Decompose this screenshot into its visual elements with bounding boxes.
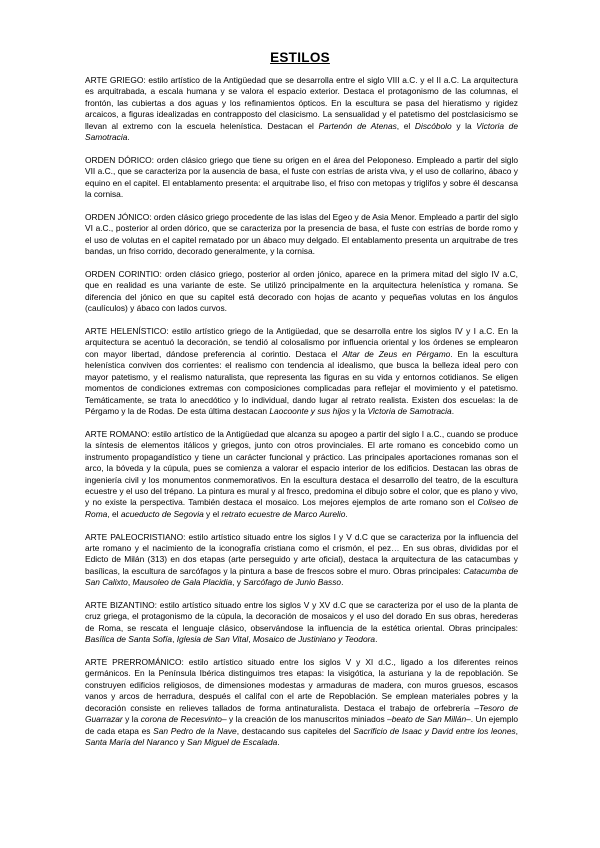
italic-text: Victoria de Samotracia bbox=[85, 120, 518, 143]
paragraph-text: . bbox=[127, 132, 130, 143]
paragraph-text: , bbox=[248, 634, 253, 645]
italic-text: Partenón de Atenas bbox=[318, 120, 397, 131]
paragraph-text: , el bbox=[107, 508, 121, 519]
page-title: ESTILOS bbox=[270, 50, 330, 65]
section-paragraph bbox=[85, 269, 518, 315]
section-paragraph bbox=[85, 326, 518, 418]
italic-text: Mausoleo de Gala Placidia bbox=[132, 577, 233, 588]
italic-text: Discóbolo bbox=[414, 120, 452, 131]
paragraph-text: y el bbox=[203, 508, 222, 519]
italic-text: Catacumba de San Calixto bbox=[85, 565, 518, 588]
paragraph-text: – y la creación de los manuscritos miniados – bbox=[221, 714, 392, 725]
italic-text: acueducto de Segovia bbox=[120, 508, 204, 519]
italic-text: Coliseo de Roma bbox=[85, 497, 518, 519]
paragraph-text: , bbox=[515, 725, 518, 736]
paragraph-text: –. Un ejemplo de cada etapa es bbox=[85, 714, 519, 736]
section-paragraph bbox=[85, 212, 518, 258]
paragraph-text: ARTE HELENÍSTICO: estilo artístico griego de la Antigüedad, que se desarrolla entre los siglos IV y I a.C. En la arquitectura se acentuó la decoración, se tendió al colosalismo por influencia oriental y los órdenes se emplearon con mayor libertad, dándose preferencia al corintio. Destaca el bbox=[85, 325, 518, 359]
paragraph-text: ARTE PRERROMÁNICO: estilo artístico situado entre los siglos V y XI d.C., ligado a los diferentes reinos germánicos. En la Península Ibérica distinguimos tres etapas: la visigótica, la asturiana y la de repoblación. Se construyen edificios religiosos, de dimensiones modestas y armaduras de madera, con muros gruesos, escasos vanos y arcos de herradura, después el califal con el arte de Repoblación. Se emplean materiales pobres y la decoración consiste en relieves tallados de forma antinaturalista. Destaca el trabajo de orfebrería – bbox=[85, 656, 518, 713]
paragraph-text: ORDEN JÓNICO: orden clásico griego procedente de las islas del Egeo y de Asia Menor. Empleado a partir del siglo VI a.C., posterior al orden dórico, que se caracteriza por la presencia de basa, el fuste con estrías de borde romo y el uso de volutas en el capitel rematado por un ábaco muy delgado. El entablamento presenta un arquitrabe de tres bandas, un friso corrido, decorado generalmente, y la cornisa. bbox=[85, 211, 518, 257]
italic-text: Sacrificio de Isaac y David entre los leones bbox=[353, 725, 516, 736]
italic-text: Altar de Zeus en Pérgamo bbox=[342, 348, 451, 359]
paragraph-text: ARTE GRIEGO: estilo artístico de la Antigüedad que se desarrolla entre el siglo VIII a.C. y el II a.C. La arquitectura es arquitrabada, a escala humana y se valora el espacio exterior. Destaca el protagonismo de las columnas, el frontón, las cubiertas a dos aguas y los refinamientos ópticos. En la escultura se pasa del hieratismo y rigidez arcaicos, a figuras idealizadas en contrapposto del clasicismo. La sensualidad y el patetismo del postclasicismo se llevan al extremo con la escuela helenística. Destacan el bbox=[85, 75, 518, 131]
italic-text: Laocoonte y sus hijos bbox=[269, 406, 350, 417]
section-paragraph bbox=[85, 75, 518, 144]
italic-text: Victoria de Samotracia bbox=[367, 406, 452, 417]
italic-text: Santa María del Naranco bbox=[85, 737, 179, 748]
section-paragraph bbox=[85, 657, 518, 749]
italic-text: San Miguel de Escalada bbox=[186, 737, 278, 748]
section-paragraph bbox=[85, 155, 518, 201]
italic-text: Tesoro de Guarrazar bbox=[85, 702, 518, 725]
section-paragraph bbox=[85, 600, 518, 646]
italic-text: corona de Recesvinto bbox=[140, 714, 222, 725]
paragraph-text: ORDEN CORINTIO: orden clásico griego, posterior al orden jónico, aparece en la primera mitad del siglo IV a.C, que en realidad es una variante de este. Se utilizó principalmente en la arquitectura helenística y romana. Se diferencia del jónico en que su capitel está decorado con hojas de acanto y pequeñas volutas en los ángulos (caulículos) y ábaco con lados curvos. bbox=[85, 268, 518, 314]
paragraph-text: ORDEN DÓRICO: orden clásico griego que tiene su origen en el área del Peloponeso. Empleado a partir del siglo VII a.C., que se caracteriza por la ausencia de basa, el fuste con estrías de arista viva, y el uso de collarino, ábaco y equino en el capitel. El entablamento presenta: el arquitrabe liso, el friso con metopas y triglifos y sobre él descansa la cornisa. bbox=[85, 154, 518, 200]
italic-text: beato de San Millán bbox=[391, 714, 467, 725]
italic-text: Mosaico de Justiniano y Teodora bbox=[252, 634, 376, 645]
document-body bbox=[85, 75, 518, 760]
italic-text: San Pedro de la Nave bbox=[153, 725, 237, 736]
paragraph-text: , bbox=[172, 634, 177, 645]
paragraph-text: . bbox=[345, 508, 348, 519]
paragraph-text: . bbox=[277, 737, 280, 748]
paragraph-text: . bbox=[375, 634, 378, 645]
section-paragraph bbox=[85, 532, 518, 589]
paragraph-text: . bbox=[341, 577, 344, 588]
paragraph-text: . En la escultura helenística conviven dos corrientes: el realismo con tendencia al idealismo, que busca la belleza ideal pero con mayor patetismo, y el realismo naturalista, que representa las figuras en su vida y entornos cotidianos. Se eligen momentos de condiciones extremas con composiciones complicadas para reflejar el movimiento y el patetismo. Temáticamente, se trata lo anecdótico y lo individual, dando lugar al retrato realista. Existen dos escuelas: la de Pérgamo y la de Rodas. De esta última destacan bbox=[85, 348, 518, 417]
italic-text: Sarcófago de Junio Basso bbox=[243, 577, 342, 588]
section-paragraph bbox=[85, 429, 518, 521]
paragraph-text: y la bbox=[451, 120, 477, 131]
paragraph-text: y la bbox=[122, 714, 141, 725]
italic-text: Basílica de Santa Sofía bbox=[85, 634, 173, 645]
paragraph-text: y la bbox=[349, 406, 368, 417]
paragraph-text: , destacando sus capiteles del bbox=[236, 725, 354, 736]
italic-text: retrato ecuestre de Marco Aurelio bbox=[221, 508, 346, 519]
paragraph-text: , el bbox=[396, 120, 415, 131]
paragraph-text: , y bbox=[232, 577, 244, 588]
paragraph-text: ARTE ROMANO: estilo artístico de la Antigüedad que alcanza su apogeo a partir del siglo I a.C., cuando se produce la síntesis de elementos itálicos y griegos, junto con otros provinciales. El arte romano es concebido como un instrumento propagandístico y tiene un carácter funcional y práctico. Las principales aportaciones romanas son el arco, la bóveda y la cúpula, pues se comienza a valorar el espacio interior de los edificios. Destacan las obras de ingeniería civil y los monumentos conmemorativos. En la escultura destaca el desarrollo del teatro, de la escultura ecuestre y el uso del trépano. La pintura es mural y al fresco, predomina el dibujo sobre el color, que es plano y vivo, y no existe la perspectiva. También destaca el mosaico. Los mejores ejemplos de arte romano son el bbox=[85, 428, 518, 508]
paragraph-text: y bbox=[178, 737, 187, 748]
paragraph-text: ARTE PALEOCRISTIANO: estilo artístico situado entre los siglos I y V d.C que se caracteriza por la influencia del arte romano y el nacimiento de la iconografía cristiana como el crismón, el pez… En sus obras, divididas por el Edicto de Milán (313) en dos etapas (arte perseguido y arte oficial), destaca la arquitectura de las catacumbas y basílicas, la escultura de sarcófagos y la pintura a base de frescos sobre el muro. Obras principales: bbox=[85, 531, 518, 576]
paragraph-text: . bbox=[451, 406, 455, 417]
paragraph-text: ARTE BIZANTINO: estilo artístico situado entre los siglos V y XV d.C que se caracteriza por el uso de la planta de cruz griega, el protagonismo de la cúpula, la decoración de mosaicos y el uso del dorado En sus obras, herederas de Roma, se rescata el lenguaje clásico, observándose la influencia de la estética oriental. Obras principales: bbox=[85, 599, 518, 633]
italic-text: Iglesia de San Vital bbox=[176, 634, 249, 645]
paragraph-text: , bbox=[127, 577, 133, 588]
